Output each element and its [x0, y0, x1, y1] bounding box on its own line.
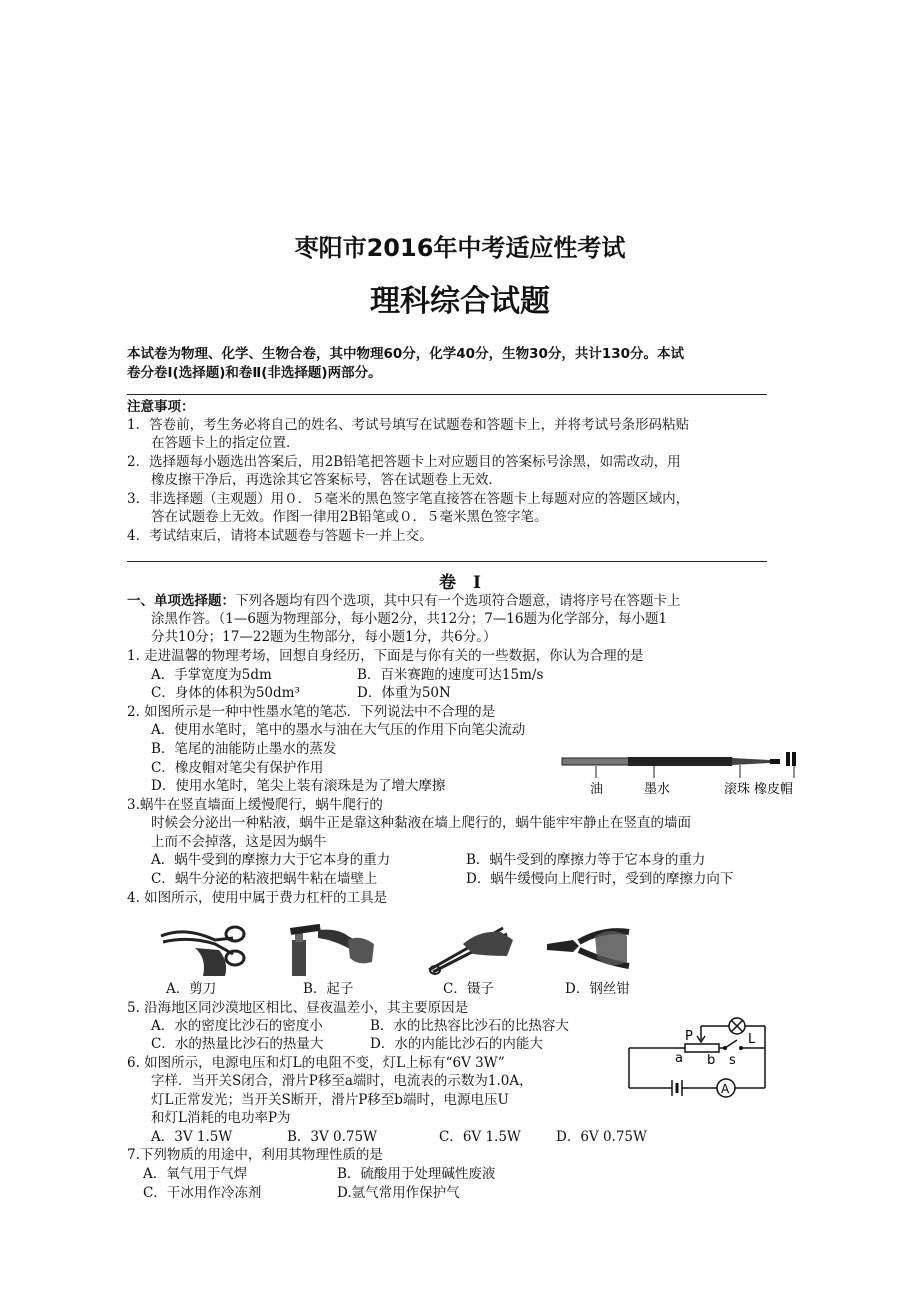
q6-option-c: C．6V 1.5W [439, 1129, 521, 1145]
q7-option-a: A．氧气用于气焊 [143, 1166, 248, 1182]
bottle-opener-figure [288, 922, 378, 977]
tweezers-figure [423, 922, 518, 977]
note-line: 在答题卡上的指定位置． [151, 435, 300, 451]
divider-top [127, 394, 767, 395]
q1-option-a: A．手掌宽度为5dm [151, 667, 272, 683]
q4-option-b: B．起子 [303, 981, 354, 997]
q3-option-c: C．蜗牛分泌的粘液把蜗牛粘在墙壁上 [151, 871, 378, 887]
note-line: 2．选择题每小题选出答案后，用2B铅笔把答题卡上对应题目的答案标号涂黑，如需改动，用 [127, 454, 681, 470]
q5-stem: 5. 沿海地区同沙漠地区相比、昼夜温差小，其主要原因是 [127, 1000, 469, 1016]
note-line: 3．非选择题（主观题）用０．５毫米的黑色签字笔直接答在答题卡上每题对应的答题区域内， [127, 491, 690, 507]
q1-option-d: D．体重为50N [357, 685, 451, 701]
q4-option-d: D．钢丝钳 [565, 981, 630, 997]
circuit-diagram [627, 1016, 772, 1106]
label-p: P [685, 1029, 693, 1044]
q3-stem-2: 时候会分泌出一种粘液，蜗牛正是靠这种黏液在墙上爬行的，蜗牛能牢牢静止在竖直的墙面 [151, 815, 691, 831]
q3-option-b: B．蜗牛受到的摩擦力等于它本身的重力 [466, 852, 706, 868]
q6-stem-2: 字样．当开关S闭合，滑片P移至a端时，电流表的示数为1.0A， [151, 1073, 533, 1089]
exam-title: 枣阳市2016年中考适应性考试 [294, 234, 626, 262]
part-desc-3: 分共10分；17—22题为生物部分，每小题1分，共6分。） [151, 629, 497, 645]
q6-stem-3: 灯L正常发光；当开关S断开，滑片P移至b端时，电源电压U [151, 1092, 509, 1108]
label-b: b [707, 1053, 716, 1068]
q5-option-a: A．水的密度比沙石的密度小 [151, 1018, 323, 1034]
q1-option-c: C．身体的体积为50dm³ [151, 685, 300, 701]
q6-stem-4: 和灯L消耗的电功率P为 [151, 1110, 291, 1126]
q1-option-b: B．百米赛跑的速度可达15m/s [357, 667, 544, 683]
label-s: s [729, 1053, 736, 1068]
ammeter-label: A [721, 1082, 730, 1096]
note-line: 4．考试结束后，请将本试题卷与答题卡一并上交。 [127, 528, 433, 544]
part-label: 一、单项选择题： [127, 593, 235, 609]
q5-option-c: C．水的热量比沙石的热量大 [151, 1036, 324, 1052]
part-desc: 下列各题均有四个选项，其中只有一个选项符合题意，请将序号在答题卡上 [235, 593, 681, 609]
q6-option-a: A．3V 1.5W [151, 1129, 233, 1145]
q3-option-d: D．蜗牛缓慢向上爬行时，受到的摩擦力向下 [466, 871, 734, 887]
q2-option-a: A．使用水笔时，笔中的墨水与油在大气压的作用下向笔尖流动 [151, 722, 526, 738]
intro-line-2: 卷分卷Ⅰ(选择题)和卷Ⅱ(非选择题)两部分。 [127, 365, 382, 381]
q5-option-d: D．水的内能比沙石的内能大 [370, 1036, 543, 1052]
q4-option-a: A．剪刀 [166, 981, 217, 997]
q3-stem-3: 上而不会掉落，这是因为蜗牛 [151, 834, 327, 850]
fig-label-cap: 橡皮帽 [754, 782, 794, 797]
q2-option-d: D．使用水笔时，笔尖上装有滚珠是为了增大摩擦 [151, 778, 446, 794]
label-a: a [675, 1051, 683, 1066]
q6-option-d: D．6V 0.75W [556, 1129, 647, 1145]
q7-stem: 7.下列物质的用途中，利用其物理性质的是 [127, 1147, 383, 1163]
part-heading [127, 592, 681, 610]
pen-refill-figure [558, 748, 803, 800]
q2-option-b: B．笔尾的油能防止墨水的蒸发 [151, 741, 337, 757]
volume-heading: 卷 Ⅰ [439, 573, 481, 593]
q6-stem-1: 6. 如图所示，电源电压和灯L的电阻不变，灯L上标有“6V 3W” [127, 1055, 505, 1071]
note-line: 橡皮擦干净后，再选涂其它答案标号，答在试题卷上无效． [151, 472, 502, 488]
fig-label-ball: 滚珠 [724, 782, 751, 797]
label-l: L [748, 1032, 756, 1047]
notes-heading: 注意事项： [127, 399, 195, 415]
q5-option-b: B．水的比热容比沙石的比热容大 [370, 1018, 569, 1034]
exam-subtitle: 理科综合试题 [370, 284, 550, 319]
q2-stem: 2. 如图所示是一种中性墨水笔的笔芯．下列说法中不合理的是 [127, 704, 496, 720]
pliers-figure [543, 922, 633, 977]
note-line: 1．答卷前，考生务必将自己的姓名、考试号填写在试题卷和答题卡上，并将考试号条形码粘贴 [127, 417, 690, 433]
note-line: 答在试题卷上无效。作图一律用2B铅笔或０．５毫米黑色签字笔。 [151, 509, 548, 525]
q3-stem-1: 3.蜗牛在竖直墙面上缓慢爬行，蜗牛爬行的 [127, 797, 383, 813]
intro-line-1: 本试卷为物理、化学、生物合卷，其中物理60分，化学40分，生物30分，共计130分。本试 [127, 346, 685, 362]
part-desc-2: 涂黑作答。（1—6题为物理部分，每小题2分，共12分；7—16题为化学部分，每小题1 [151, 611, 668, 627]
q2-option-c: C．橡皮帽对笔尖有保护作用 [151, 760, 324, 776]
divider-bottom [127, 561, 767, 562]
q7-option-b: B．硫酸用于处理碱性废液 [337, 1166, 496, 1182]
q6-option-b: B．3V 0.75W [287, 1129, 377, 1145]
q4-stem: 4. 如图所示，使用中属于费力杠杆的工具是 [127, 890, 388, 906]
q4-option-c: C．镊子 [443, 981, 494, 997]
q7-option-d: D.氩气常用作保护气 [337, 1185, 460, 1201]
fig-label-ink: 墨水 [644, 782, 671, 797]
q1-stem: 1. 走进温馨的物理考场，回想自身经历，下面是与你有关的一些数据，你认为合理的是 [127, 648, 644, 664]
scissors-figure [155, 918, 247, 978]
q3-option-a: A．蜗牛受到的摩擦力大于它本身的重力 [151, 852, 391, 868]
fig-label-oil: 油 [590, 782, 604, 797]
q7-option-c: C．干冰用作冷冻剂 [143, 1185, 262, 1201]
